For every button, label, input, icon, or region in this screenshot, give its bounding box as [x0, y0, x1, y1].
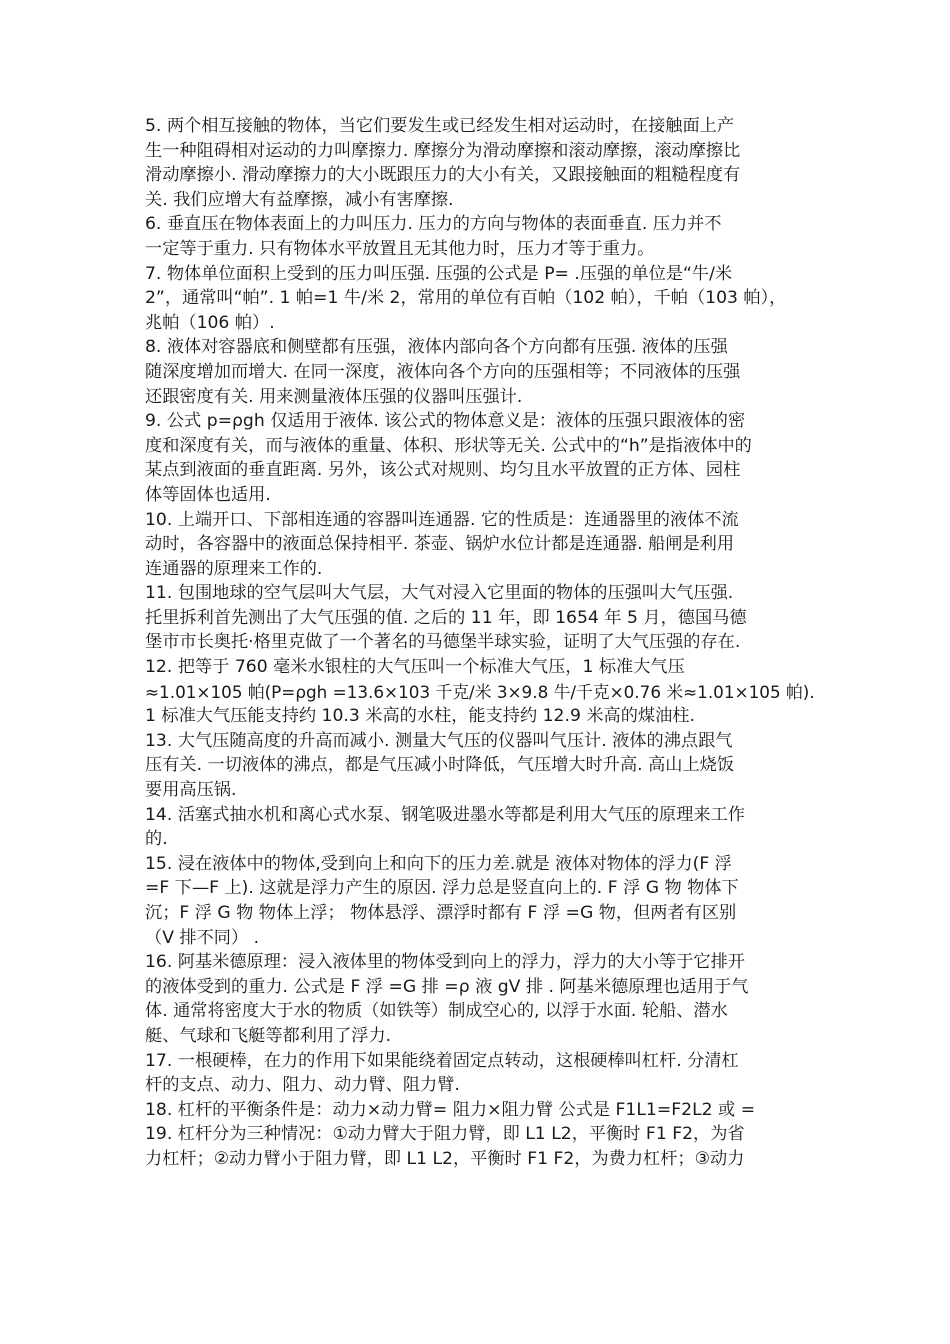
text-line: 12. 把等于 760 毫米水银柱的大气压叫一个标准大气压，1 标准大气压: [145, 657, 685, 678]
text-line: 力杠杆；②动力臂小于阻力臂，即 L1 L2，平衡时 F1 F2，为费力杠杆；③动力: [145, 1148, 745, 1169]
text-line: 15. 浸在液体中的物体,受到向上和向下的压力差.就是 液体对物体的浮力(F 浮: [145, 853, 732, 874]
text-line: （V 排不同） .: [145, 927, 260, 948]
text-line: 5. 两个相互接触的物体，当它们要发生或已经发生相对运动时，在接触面上产: [145, 116, 735, 136]
document-body: [145, 114, 815, 1172]
text-line: 体等固体也适用.: [145, 484, 271, 505]
text-line: 9. 公式 p=ρgh 仅适用于液体. 该公式的物体意义是：液体的压强只跟液体的密: [145, 411, 746, 432]
text-line: 6. 垂直压在物体表面上的力叫压力. 压力的方向与物体的表面垂直. 压力并不: [145, 214, 722, 235]
text-line: 11. 包围地球的空气层叫大气层，大气对浸入它里面的物体的压强叫大气压强.: [145, 583, 734, 604]
text-line: 1 标准大气压能支持约 10.3 米高的水柱，能支持约 12.9 米高的煤油柱.: [145, 706, 695, 727]
text-line: 16. 阿基米德原理：浸入液体里的物体受到向上的浮力，浮力的大小等于它排开: [145, 952, 745, 973]
text-line: 一定等于重力. 只有物体水平放置且无其他力时，压力才等于重力。: [145, 238, 655, 259]
text-line: 17. 一根硬棒，在力的作用下如果能绕着固定点转动，这根硬棒叫杠杆. 分清杠: [145, 1050, 739, 1071]
text-line: 生一种阻碍相对运动的力叫摩擦力. 摩擦分为滑动摩擦和滚动摩擦，滚动摩擦比: [145, 140, 741, 161]
text-line: 随深度增加而增大. 在同一深度，液体向各个方向的压强相等；不同液体的压强: [145, 361, 741, 382]
text-line: 7. 物体单位面积上受到的压力叫压强. 压强的公式是 P= .压强的单位是“牛/米: [145, 263, 733, 284]
text-line: 艇、气球和飞艇等都利用了浮力.: [145, 1025, 392, 1046]
text-line: 压有关. 一切液体的沸点，都是气压减小时降低，气压增大时升高. 高山上烧饭: [145, 755, 735, 776]
text-line: 的.: [145, 829, 168, 850]
text-line: 14. 活塞式抽水机和离心式水泵、钢笔吸进墨水等都是利用大气压的原理来工作: [145, 804, 745, 825]
text-line: 托里拆利首先测出了大气压强的值. 之后的 11 年，即 1654 年 5 月，德国马德: [145, 607, 747, 628]
text-line: 滑动摩擦小. 滑动摩擦力的大小既跟压力的大小有关，又跟接触面的粗糙程度有: [145, 165, 741, 186]
text-line: 连通器的原理来工作的.: [145, 558, 323, 579]
text-line: 19. 杠杆分为三种情况：①动力臂大于阻力臂，即 L1 L2，平衡时 F1 F2，为省: [145, 1124, 745, 1145]
text-line: 8. 液体对容器底和侧壁都有压强，液体内部向各个方向都有压强. 液体的压强: [145, 337, 728, 358]
text-line: 13. 大气压随高度的升高而减小. 测量大气压的仪器叫气压计. 液体的沸点跟气: [145, 730, 733, 751]
text-line: 还跟密度有关. 用来测量液体压强的仪器叫压强计.: [145, 386, 523, 407]
text-line: 10. 上端开口、下部相连通的容器叫连通器. 它的性质是：连通器里的液体不流: [145, 509, 739, 530]
text-line: 要用高压锅.: [145, 780, 237, 801]
text-line: 关. 我们应增大有益摩擦，减小有害摩擦.: [145, 189, 454, 210]
text-line: 18. 杠杆的平衡条件是：动力×动力臂= 阻力×阻力臂 公式是 F1L1=F2L2 或 =: [145, 1099, 756, 1120]
text-line: 2”，通常叫“帕”. 1 帕=1 牛/米 2，常用的单位有百帕（102 帕），千帕（103 帕），: [145, 288, 787, 309]
text-line: =F 下—F 上). 这就是浮力产生的原因. 浮力总是竖直向上的. F 浮 G 物 物体下: [145, 878, 739, 899]
text-line: 度和深度有关，而与液体的重量、体积、形状等无关. 公式中的“h”是指液体中的: [145, 435, 752, 456]
text-line: 沉；F 浮 G 物 物体上浮； 物体悬浮、漂浮时都有 F 浮 =G 物，但两者有区别: [145, 903, 737, 923]
text-line: 杆的支点、动力、阻力、动力臂、阻力臂.: [145, 1075, 460, 1096]
text-line: 堡市市长奥托·格里克做了一个著名的马德堡半球实验，证明了大气压强的存在.: [145, 632, 741, 653]
text-line: 动时，各容器中的液面总保持相平. 茶壶、锅炉水位计都是连通器. 船闸是利用: [145, 534, 735, 555]
text-line: 兆帕（106 帕）.: [145, 312, 275, 333]
text-line: 体. 通常将密度大于水的物质（如铁等）制成空心的, 以浮于水面. 轮船、潜水: [145, 1001, 728, 1022]
text-line: 某点到液面的垂直距离. 另外，该公式对规则、均匀且水平放置的正方体、园柱: [145, 460, 741, 481]
text-line: 的液体受到的重力. 公式是 F 浮 =G 排 =ρ 液 gV 排 . 阿基米德原理也适用于气: [145, 976, 749, 997]
text-line: ≈1.01×105 帕(P=ρgh =13.6×103 千克/米 3×9.8 牛/千克×0.76 米≈1.01×105 帕).: [145, 681, 815, 702]
